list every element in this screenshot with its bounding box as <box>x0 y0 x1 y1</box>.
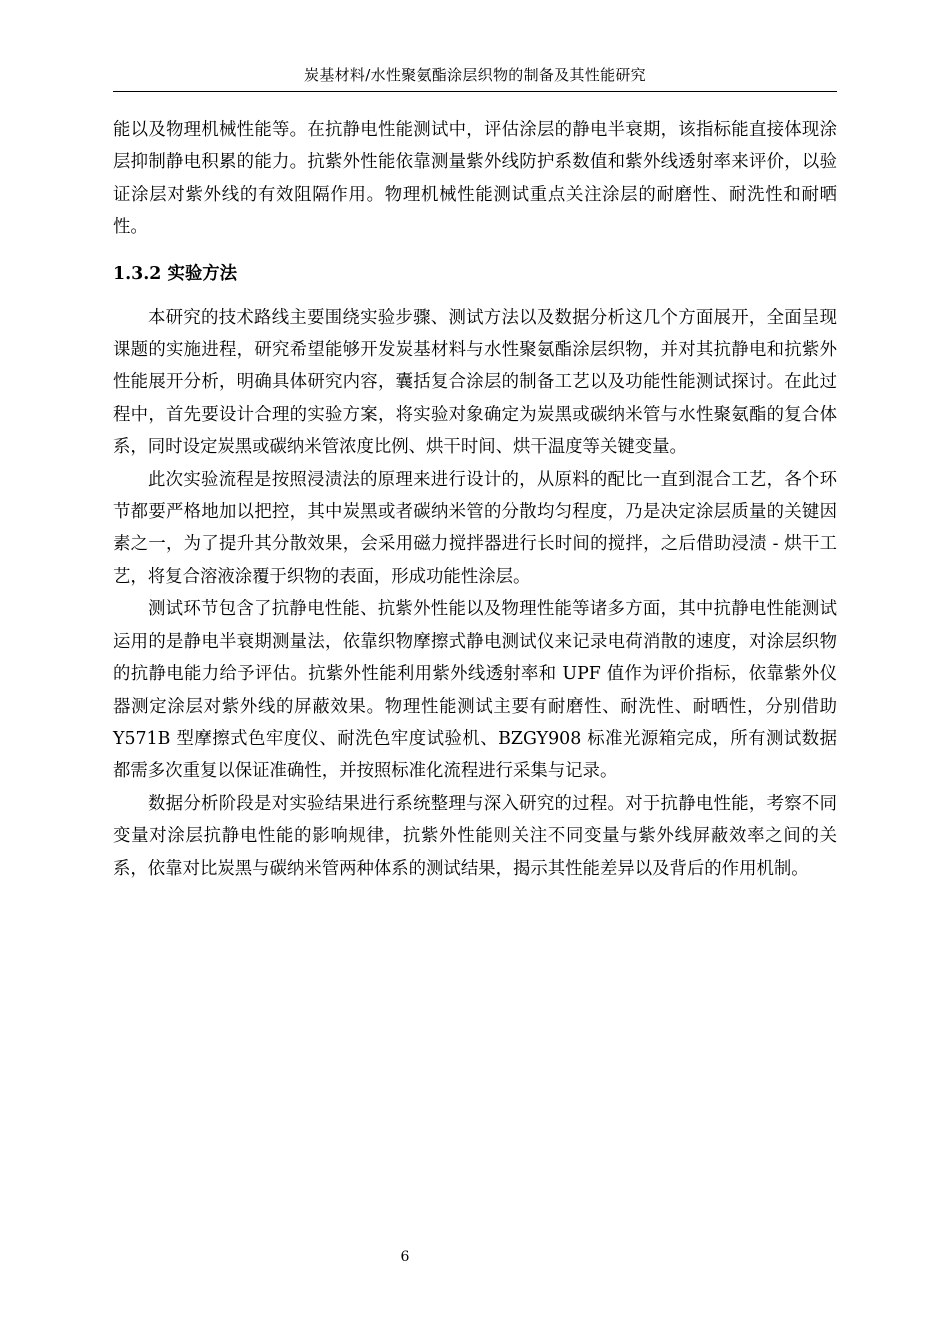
header-rule <box>113 91 837 92</box>
paragraph-testing: 测试环节包含了抗静电性能、抗紫外性能以及物理性能等诸多方面，其中抗静电性能测试运用的是静电半衰期测量法，依靠织物摩擦式静电测试仪来记录电荷消散的速度，对涂层织物的抗静电能力给予评估。抗紫外性能利用紫外线透射率和 UPF 值作为评价指标，依靠紫外仪器测定涂层对紫外线的屏蔽效果。物理性能测试主要有耐磨性、耐洗性、耐晒性，分别借助 Y571B 型摩擦式色牢度仪、耐洗色牢度试验机、BZGY908 标准光源箱完成，所有测试数据都需多次重复以保证准确性，并按照标准化流程进行采集与记录。 <box>113 599 837 782</box>
paragraph-data-analysis: 数据分析阶段是对实验结果进行系统整理与深入研究的过程。对于抗静电性能，考察不同变量对涂层抗静电性能的影响规律，抗紫外性能则关注不同变量与紫外线屏蔽效率之间的关系，依靠对比炭黑与碳纳米管两种体系的测试结果，揭示其性能差异以及背后的作用机制。 <box>113 793 837 879</box>
paragraph-experiment-flow: 此次实验流程是按照浸渍法的原理来进行设计的，从原料的配比一直到混合工艺，各个环节都要严格地加以把控，其中炭黑或者碳纳米管的分散均匀程度，乃是决定涂层质量的关键因素之一，为了提升其分散效果，会采用磁力搅拌器进行长时间的搅拌，之后借助浸渍 - 烘干工艺，将复合溶液涂覆于织物的表面，形成功能性涂层。 <box>113 469 837 587</box>
body-text <box>113 114 837 885</box>
section-heading: 1.3.2 实验方法 <box>113 263 238 284</box>
page-number: 6 <box>400 1249 410 1265</box>
paragraph-continued: 能以及物理机械性能等。在抗静电性能测试中，评估涂层的静电半衰期，该指标能直接体现涂层抑制静电积累的能力。抗紫外性能依靠测量紫外线防护系数值和紫外线透射率来评价，以验证涂层对紫外线的有效阻隔作用。物理机械性能测试重点关注涂层的耐磨性、耐洗性和耐晒性。 <box>113 120 837 238</box>
paragraph-technical-route: 本研究的技术路线主要围绕实验步骤、测试方法以及数据分析这几个方面展开，全面呈现课题的实施进程，研究希望能够开发炭基材料与水性聚氨酯涂层织物，并对其抗静电和抗紫外性能展开分析，明确具体研究内容，囊括复合涂层的制备工艺以及功能性能测试探讨。在此过程中，首先要设计合理的实验方案，将实验对象确定为炭黑或碳纳米管与水性聚氨酯的复合体系，同时设定炭黑或碳纳米管浓度比例、烘干时间、烘干温度等关键变量。 <box>113 307 837 458</box>
running-header: 炭基材料/水性聚氨酯涂层织物的制备及其性能研究 <box>304 66 646 84</box>
